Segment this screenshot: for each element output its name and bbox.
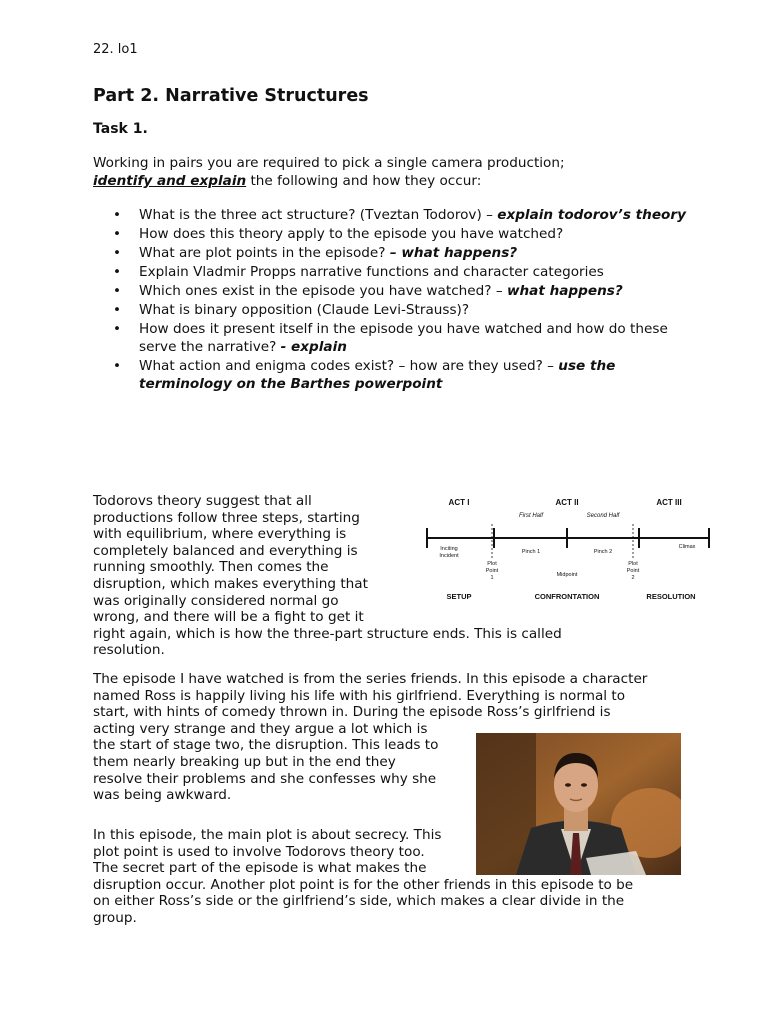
- paragraph-line: The episode I have watched is from the series friends. In this episode a character: [93, 671, 648, 687]
- bullet-icon: •: [113, 358, 122, 374]
- paragraph-line: acting very strange and they argue a lot which is: [93, 720, 428, 737]
- question-emphasis: explain todorov’s theory: [497, 207, 686, 223]
- paragraph-line: was being awkward.: [93, 787, 232, 804]
- paragraph-line: The secret part of the episode is what makes the: [93, 860, 427, 877]
- second-half-label: Second Half: [586, 513, 620, 519]
- paragraph-line: with equilibrium, where everything is: [93, 526, 347, 543]
- paragraph-line: In this episode, the main plot is about secrecy. This: [93, 827, 442, 843]
- paragraph-line: resolve their problems and she confesses why she: [93, 770, 437, 787]
- climax-label: Climax: [678, 544, 696, 550]
- bullet-icon: •: [113, 207, 122, 223]
- act-3-label: ACT III: [656, 498, 682, 507]
- paragraph-line: productions follow three steps, starting: [93, 509, 360, 526]
- paragraph-line: completely balanced and everything is: [93, 542, 358, 559]
- bullet-icon: •: [113, 264, 122, 280]
- paragraph-line: disruption occur. Another plot point is for the other friends in this episode to be: [93, 876, 634, 893]
- list-item: [93, 320, 693, 356]
- paragraph-line: Todorovs theory suggest that all: [93, 493, 312, 509]
- list-item: [93, 206, 693, 224]
- question-text: How does this theory apply to the episode you have watched?: [139, 226, 564, 242]
- setup-label: SETUP: [446, 592, 472, 601]
- question-text: Explain Vladmir Propps narrative functions and character categories: [139, 264, 604, 280]
- plot-point-2-label: Point: [626, 568, 640, 574]
- list-item: [93, 282, 693, 300]
- inciting-label: Inciting: [440, 546, 458, 552]
- incident-label: Incident: [439, 553, 459, 559]
- paragraph-line: wrong, and there will be a fight to get it: [93, 609, 364, 626]
- question-text: What is the three act structure? (Tveztan Todorov) –: [139, 207, 498, 223]
- bullet-icon: •: [113, 321, 122, 337]
- list-item: [93, 301, 693, 319]
- plot-point-2-label: Plot: [628, 561, 638, 567]
- intro-rest: the following and how they occur:: [246, 173, 482, 189]
- paragraph-line: named Ross is happily living his life with his girlfriend. Everything is normal to: [93, 687, 626, 704]
- paragraph-line: group.: [93, 909, 137, 926]
- plot-point-paragraph: [93, 827, 693, 927]
- question-emphasis: use the terminology on the Barthes powerpoint: [139, 358, 616, 392]
- intro-paragraph: [93, 154, 693, 190]
- header-reference: 22. lo1: [93, 42, 138, 57]
- bullet-icon: •: [113, 245, 122, 261]
- question-text: What action and enigma codes exist? – how are they used? –: [139, 358, 559, 374]
- paragraph-line: plot point is used to involve Todorovs theory too.: [93, 843, 425, 860]
- intro-line: Working in pairs you are required to pick a single camera production;: [93, 155, 565, 171]
- act-1-label: ACT I: [448, 498, 470, 507]
- act-2-label: ACT II: [555, 498, 579, 507]
- question-list: [93, 206, 693, 394]
- midpoint-label: Midpoint: [556, 572, 578, 578]
- paragraph-line: start, with hints of comedy thrown in. During the episode Ross’s girlfriend is: [93, 704, 611, 721]
- episode-paragraph: [93, 671, 693, 804]
- plot-point-2-number: 2: [631, 575, 635, 581]
- question-emphasis: – what happens?: [389, 245, 518, 261]
- paragraph-line: on either Ross’s side or the girlfriend’s side, which makes a clear divide in the: [93, 893, 625, 910]
- plot-point-1-label: Point: [485, 568, 499, 574]
- paragraph-line: disruption, which makes everything that: [93, 575, 368, 592]
- paragraph-line: resolution.: [93, 642, 165, 659]
- list-item: [93, 357, 693, 393]
- list-item: [93, 263, 693, 281]
- question-text: Which ones exist in the episode you have watched? –: [139, 283, 507, 299]
- paragraph-line: was originally considered normal go: [93, 592, 339, 609]
- question-emphasis: - explain: [280, 339, 347, 355]
- question-text: What are plot points in the episode?: [139, 245, 390, 261]
- paragraph-line: right again, which is how the three-part structure ends. This is called: [93, 625, 562, 642]
- intro-emphasis: identify and explain: [93, 173, 247, 189]
- list-item: [93, 244, 693, 262]
- bullet-icon: •: [113, 283, 122, 299]
- bullet-icon: •: [113, 226, 122, 242]
- question-text: How does it present itself in the episode you have watched and how do these serve the narrative?: [139, 321, 668, 355]
- pinch-1-label: Pinch 1: [521, 549, 541, 555]
- plot-point-1-label: Plot: [487, 561, 497, 567]
- first-half-label: First Half: [519, 513, 543, 519]
- paragraph-line: them nearly breaking up but in the end they: [93, 753, 396, 770]
- question-emphasis: what happens?: [506, 283, 623, 299]
- resolution-label: RESOLUTION: [646, 592, 696, 601]
- page-title: Part 2. Narrative Structures: [93, 86, 369, 106]
- pinch-2-label: Pinch 2: [593, 549, 613, 555]
- paragraph-line: the start of stage two, the disruption. This leads to: [93, 737, 439, 754]
- paragraph-line: running smoothly. Then comes the: [93, 559, 329, 576]
- plot-point-1-number: 1: [490, 575, 494, 581]
- task-heading: Task 1.: [93, 121, 148, 137]
- list-item: [93, 225, 693, 243]
- bullet-icon: •: [113, 302, 122, 318]
- confrontation-label: CONFRONTATION: [534, 592, 600, 601]
- todorov-paragraph: [93, 493, 613, 659]
- question-text: What is binary opposition (Claude Levi-Strauss)?: [139, 302, 470, 318]
